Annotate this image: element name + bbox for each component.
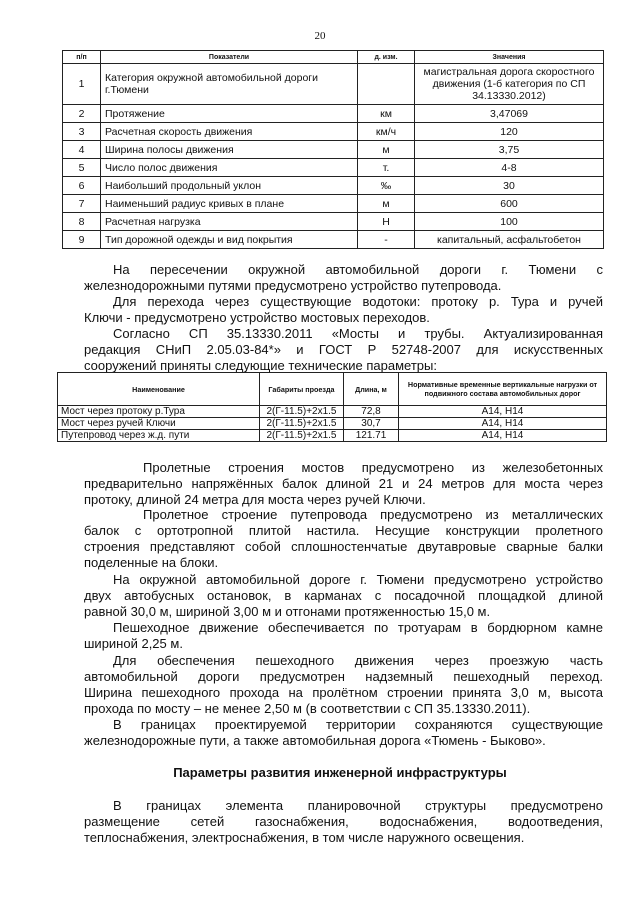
paragraph-line: сооружений приняты следующие технические параметры: [84, 358, 437, 373]
row-number: 6 [63, 177, 101, 195]
structure-load: А14, Н14 [399, 418, 607, 430]
paragraph-line: Пешеходное движение обеспечивается по тротуарам в бордюрном камне [113, 620, 603, 635]
section-heading: Параметры развития инженерной инфраструктуры [173, 765, 507, 780]
row-name: Расчетная нагрузка [101, 213, 358, 231]
table-row [63, 123, 604, 141]
structures-table [57, 372, 607, 442]
header-cell: Длина, м [344, 373, 399, 406]
row-name: Наибольший продольный уклон [101, 177, 358, 195]
row-number: 1 [63, 64, 101, 105]
header-cell: д. изм. [358, 51, 415, 64]
structure-gabarit: 2(Г-11.5)+2х1.5 [260, 430, 344, 442]
row-unit: т. [358, 159, 415, 177]
table-row [63, 213, 604, 231]
row-value: 600 [415, 195, 604, 213]
row-name: Ширина полосы движения [101, 141, 358, 159]
paragraph-line: железнодорожные пути, а также автомобильная дорога «Тюмень - Быково». [84, 733, 546, 748]
row-name: Расчетная скорость движения [101, 123, 358, 141]
header-cell: Габариты проезда [260, 373, 344, 406]
structure-length: 72,8 [344, 406, 399, 418]
row-name: Наименьший радиус кривых в плане [101, 195, 358, 213]
row-value: магистральная дорога скоростного движения (1-б категория по СП 34.13330.2012) [415, 64, 604, 105]
paragraph-line: железнодорожными путями предусмотрено устройство путепровода. [84, 278, 502, 293]
paragraph-line: равной 30,0 м, шириной 3,00 м и отгонами протяженностью 15,0 м. [84, 604, 491, 619]
structure-load: А14, Н14 [399, 430, 607, 442]
paragraph-line: размещение сетей газоснабжения, водоснабжения, водоотведения, [84, 814, 603, 829]
header-cell: Нормативные временные вертикальные нагрузки от подвижного состава автомобильных дорог [399, 373, 607, 406]
paragraph-line: Пролетные строения мостов предусмотрено из железобетонных [143, 460, 603, 475]
row-unit: км [358, 105, 415, 123]
row-unit: м [358, 195, 415, 213]
table-row [63, 105, 604, 123]
paragraph-line: предварительно напряжённых балок длиной 21 и 24 метров для моста через [84, 476, 603, 491]
structure-length: 121.71 [344, 430, 399, 442]
header-cell: Показатели [101, 51, 358, 64]
paragraph-line: шириной 2,25 м. [84, 636, 183, 651]
header-cell: п/п [63, 51, 101, 64]
row-name: Категория окружной автомобильной дороги г.Тюмени [101, 64, 358, 105]
row-value: 100 [415, 213, 604, 231]
paragraph-line: Для обеспечения пешеходного движения через проезжую часть [113, 653, 603, 668]
row-value: 3,75 [415, 141, 604, 159]
paragraph-line: теплоснабжения, электроснабжения, в том числе наружного освещения. [84, 830, 525, 845]
paragraph-line: двух автобусных остановок, в карманах с посадочной площадкой длиной [84, 588, 603, 603]
table-row [63, 177, 604, 195]
row-name: Протяжение [101, 105, 358, 123]
paragraph-line: Согласно СП 35.13330.2011 «Мосты и трубы. Актуализированная [113, 326, 603, 341]
paragraph-line: В границах элемента планировочной структуры предусмотрено [113, 798, 603, 813]
row-value: 4-8 [415, 159, 604, 177]
paragraph-line: Пролетное строение путепровода предусмотрено из металлических [143, 507, 603, 522]
table-row [63, 195, 604, 213]
row-name: Число полос движения [101, 159, 358, 177]
row-unit: ‰ [358, 177, 415, 195]
row-number: 3 [63, 123, 101, 141]
row-unit [358, 64, 415, 105]
row-value: капитальный, асфальтобетон [415, 231, 604, 249]
structure-name: Мост через ручей Ключи [58, 418, 260, 430]
header-cell: Наименование [58, 373, 260, 406]
row-number: 2 [63, 105, 101, 123]
paragraph-line: Для перехода через существующие водотоки: протоку р. Тура и ручей [113, 294, 603, 309]
page-number: 20 [314, 30, 326, 42]
paragraph-line: протоку, длиной 24 метра для моста через ручей Ключи. [84, 492, 426, 507]
paragraph-line: На окружной автомобильной дороге г. Тюмени предусмотрено устройство [113, 572, 603, 587]
row-unit: м [358, 141, 415, 159]
table-row [63, 141, 604, 159]
row-value: 3,47069 [415, 105, 604, 123]
row-unit: Н [358, 213, 415, 231]
paragraph-line: автомобильной дороги предусмотрен надземный пешеходный переход. [84, 669, 603, 684]
header-cell: Значения [415, 51, 604, 64]
paragraph-line: Ширина пешеходного прохода на пролётном строении принята 3,0 м, высота [84, 685, 603, 700]
paragraph-line: В границах проектируемой территории сохраняются существующие [113, 717, 603, 732]
paragraph-line: строения представляют собой сплошностенчатые двутавровые сварные балки [84, 539, 603, 554]
row-number: 7 [63, 195, 101, 213]
row-name: Тип дорожной одежды и вид покрытия [101, 231, 358, 249]
structure-gabarit: 2(Г-11.5)+2х1.5 [260, 406, 344, 418]
road-parameters-table [62, 50, 604, 249]
table-header-row [58, 373, 607, 406]
paragraph-line: прохода по мосту – не менее 2,50 м (в соответствии с СП 35.13330.2011). [84, 701, 531, 716]
paragraph-line: редакция СНиП 2.05.03-84*» и ГОСТ Р 52748-2007 для искусственных [84, 342, 603, 357]
structure-name: Путепровод через ж.д. пути [58, 430, 260, 442]
paragraph-line: поделенные на блоки. [84, 555, 219, 570]
structure-length: 30,7 [344, 418, 399, 430]
paragraph-line: Ключи - предусмотрено устройство мостовых переходов. [84, 310, 430, 325]
row-number: 4 [63, 141, 101, 159]
row-value: 30 [415, 177, 604, 195]
row-unit: - [358, 231, 415, 249]
structure-name: Мост через протоку р.Тура [58, 406, 260, 418]
table-row [58, 418, 607, 430]
structure-gabarit: 2(Г-11.5)+2х1.5 [260, 418, 344, 430]
table-row [63, 64, 604, 105]
table-row [58, 430, 607, 442]
table-row [58, 406, 607, 418]
row-value: 120 [415, 123, 604, 141]
paragraph-line: балок с ортотропной плитой настила. Несущие конструкции пролетного [84, 523, 603, 538]
row-unit: км/ч [358, 123, 415, 141]
table-header-row [63, 51, 604, 64]
table-row [63, 159, 604, 177]
table-row [63, 231, 604, 249]
row-number: 8 [63, 213, 101, 231]
paragraph-line: На пересечении окружной автомобильной дороги г. Тюмени с [113, 262, 603, 277]
row-number: 9 [63, 231, 101, 249]
structure-load: А14, Н14 [399, 406, 607, 418]
row-number: 5 [63, 159, 101, 177]
